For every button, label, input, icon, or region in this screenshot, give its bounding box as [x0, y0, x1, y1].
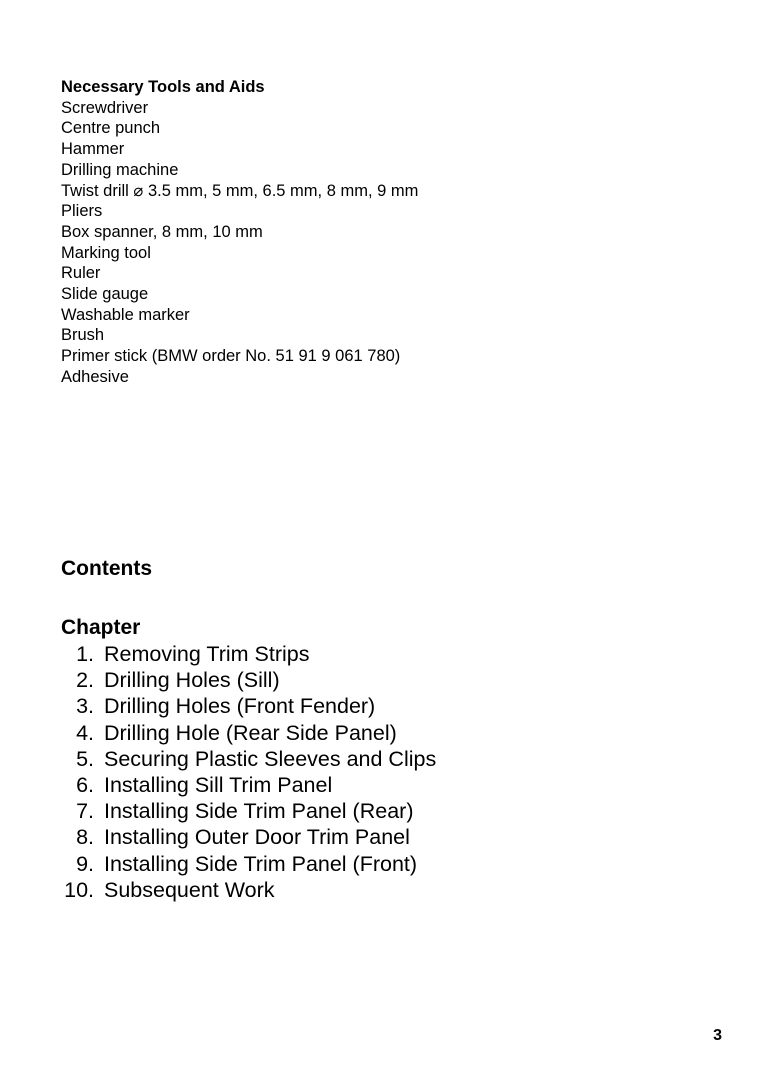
tool-item: Box spanner, 8 mm, 10 mm — [61, 222, 263, 241]
page-number: 3 — [713, 1027, 722, 1044]
tool-item: Adhesive — [61, 367, 129, 386]
chapter-number: 8. — [76, 825, 94, 850]
tool-item: Ruler — [61, 264, 101, 283]
chapter-item — [56, 746, 436, 772]
chapter-number: 3. — [76, 694, 94, 719]
tools-list — [61, 98, 701, 388]
tool-item: Drilling machine — [61, 160, 179, 179]
tool-item: Hammer — [61, 140, 125, 159]
chapter-heading: Chapter — [61, 616, 141, 639]
chapter-title: Installing Side Trim Panel (Rear) — [104, 799, 414, 824]
chapter-item — [56, 851, 436, 877]
tools-section — [61, 77, 701, 388]
contents-heading: Contents — [61, 557, 152, 580]
chapter-title: Securing Plastic Sleeves and Clips — [104, 746, 437, 771]
tool-item: Marking tool — [61, 243, 151, 262]
tools-heading: Necessary Tools and Aids — [61, 78, 265, 96]
tool-item: Slide gauge — [61, 285, 149, 304]
chapter-title: Drilling Holes (Sill) — [104, 668, 280, 693]
chapter-item — [56, 798, 436, 824]
chapter-number: 6. — [76, 773, 94, 798]
chapter-number: 2. — [76, 668, 94, 693]
chapter-title: Drilling Holes (Front Fender) — [104, 694, 376, 719]
tool-item: Washable marker — [61, 305, 190, 324]
chapter-title: Subsequent Work — [104, 877, 275, 902]
tool-item: Primer stick (BMW order No. 51 91 9 061 780) — [61, 347, 401, 366]
tool-item: Pliers — [61, 202, 103, 221]
chapter-item — [56, 877, 436, 903]
tool-item: Screwdriver — [61, 98, 149, 117]
chapter-item — [56, 720, 436, 746]
chapter-title: Drilling Hole (Rear Side Panel) — [104, 720, 397, 745]
chapter-item — [56, 641, 436, 667]
tool-item: Centre punch — [61, 119, 161, 138]
chapter-list — [56, 641, 436, 903]
chapter-title: Removing Trim Strips — [104, 642, 310, 666]
chapter-number: 9. — [76, 851, 94, 876]
chapter-title: Installing Side Trim Panel (Front) — [104, 851, 418, 876]
chapter-number: 7. — [76, 799, 94, 824]
chapter-item — [56, 667, 436, 693]
chapter-number: 4. — [76, 720, 94, 745]
chapter-number: 5. — [76, 746, 94, 771]
chapter-title: Installing Sill Trim Panel — [104, 773, 333, 798]
chapter-item — [56, 824, 436, 850]
chapter-item — [56, 693, 436, 719]
chapter-number: 1. — [76, 642, 94, 666]
chapter-title: Installing Outer Door Trim Panel — [104, 825, 410, 850]
chapter-number: 10. — [64, 877, 94, 902]
tool-item: Brush — [61, 326, 105, 345]
tool-item: Twist drill ⌀ 3.5 mm, 5 mm, 6.5 mm, 8 mm, 9 mm — [61, 181, 419, 200]
chapter-item — [56, 772, 436, 798]
